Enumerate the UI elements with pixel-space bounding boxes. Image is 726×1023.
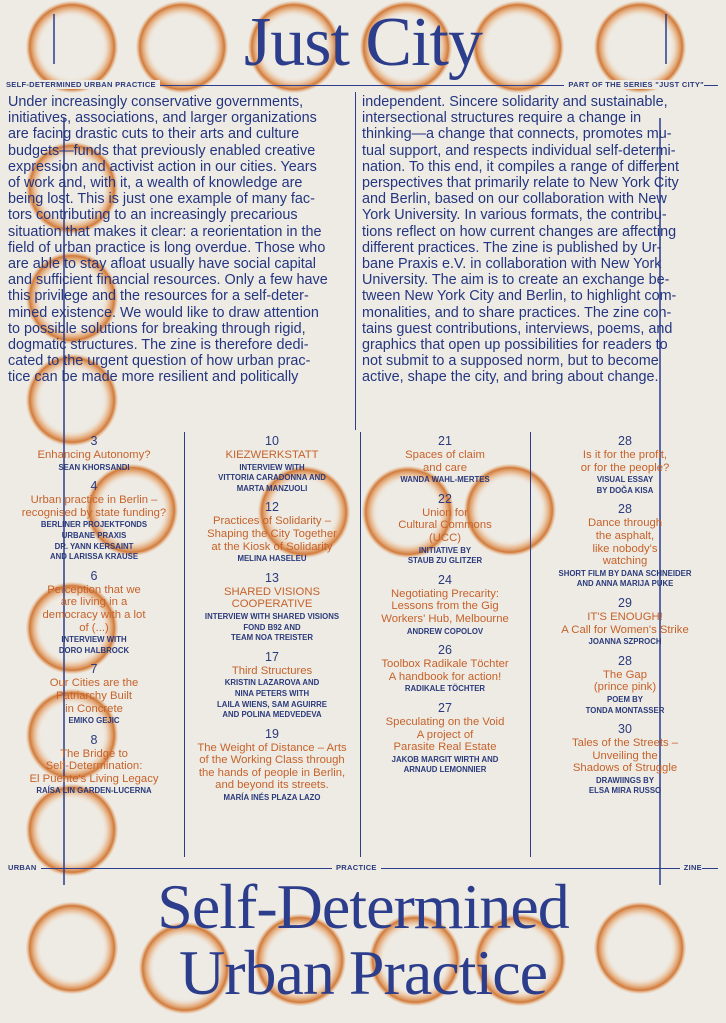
toc-title-line: The Gap xyxy=(603,668,647,681)
toc-author-line: INTERVIEW WITH SHARED VISIONS xyxy=(204,611,340,621)
toc-author-line: TEAM NOA TREISTER xyxy=(230,633,313,643)
intro-line: not submit to a supposed norm, but to become xyxy=(362,353,659,370)
toc-author-line: DRAWIINGS BY xyxy=(595,775,655,785)
toc-page-number: 6 xyxy=(90,568,98,583)
toc-title-line: Parasite Real Estate xyxy=(393,741,497,754)
toc-author-line: JOANNA SZPROCH xyxy=(588,637,662,647)
toc-title-line: democracy with a lot xyxy=(42,608,146,621)
toc-author-line: BERLINER PROJEKTFONDS xyxy=(40,520,148,530)
toc-title-line: Is it for the profit, xyxy=(582,449,668,461)
toc-title-line: at the Kiosk of Solidarity xyxy=(211,540,333,553)
toc-title-line: COOPERATIVE xyxy=(231,598,313,611)
toc-title-line: the hands of people in Berlin, xyxy=(198,766,346,779)
toc-title-line: Lessons from the Gig xyxy=(391,600,499,613)
toc-title-line: A project of xyxy=(416,728,474,741)
toc-title-line: IT'S ENOUGH! xyxy=(587,610,663,623)
toc-entry xyxy=(6,733,182,796)
toc-author-line: SEAN KHORSANDI xyxy=(58,462,130,472)
toc-title-line: Patriarchy Built xyxy=(56,689,132,702)
toc-title-line: (prince pink) xyxy=(593,681,657,694)
header-title: Just City xyxy=(243,4,483,81)
intro-line: York University. In various formats, the contribu- xyxy=(362,207,667,224)
intro-line: tions reflect on how current changes are affecting xyxy=(362,223,677,240)
toc-title-line: Dance through xyxy=(587,517,663,530)
toc-page-number: 28 xyxy=(618,653,632,668)
toc-entry xyxy=(532,722,718,796)
toc-entry xyxy=(532,502,718,589)
toc-page-number: 27 xyxy=(438,700,452,715)
toc-author-line: DORO HALBROCK xyxy=(58,645,130,655)
toc-title-line: SHARED VISIONS xyxy=(223,585,321,598)
toc-author-line: ANDREW COPOLOV xyxy=(406,626,484,636)
toc-page-number: 29 xyxy=(618,595,632,610)
toc-author-line: MARÍA INÉS PLAZA LAZO xyxy=(223,793,321,803)
intro-line: tors contributing to an increasingly precarious xyxy=(8,207,298,224)
toc-entry xyxy=(186,434,358,493)
intro-line: Under increasingly conservative governments, xyxy=(8,94,304,110)
intro-line: budgets—funds that previously enabled creative xyxy=(8,142,316,159)
intro-line: are facing drastic cuts to their arts and culture xyxy=(8,126,300,143)
intro-line: active, shape the city, and bring about change. xyxy=(362,369,659,386)
toc-author-line: RAÍSA LIN GARDEN-LUCERNA xyxy=(36,786,152,796)
toc-title-line: Shaping the City Together xyxy=(207,527,337,540)
toc-author-line: VISUAL ESSAY xyxy=(596,475,654,485)
intro-line: nation. To this end, it compiles a range of different xyxy=(362,158,680,175)
intro-line: this privilege and the resources for a self-deter- xyxy=(8,288,309,305)
toc-page-number: 19 xyxy=(265,726,279,741)
intro-line: different practices. The zine is published by Ur- xyxy=(362,239,662,256)
toc-author-line: SHORT FILM BY DANA SCHNEIDER xyxy=(558,568,692,578)
intro-right-column xyxy=(362,94,712,386)
toc-page-number: 28 xyxy=(618,434,632,448)
toc-title-line: and beyond its streets. xyxy=(215,779,329,792)
toc-author-line: ARNAUD LEMONNIER xyxy=(403,765,487,775)
toc-title-line: Perception that we xyxy=(47,583,141,596)
toc-divider-3 xyxy=(530,432,531,857)
toc-page-number: 30 xyxy=(618,722,632,737)
toc-page-number: 12 xyxy=(265,500,279,515)
toc-title-line: The Bridge to xyxy=(60,747,128,760)
header-left-label: SELF-DETERMINED URBAN PRACTICE xyxy=(6,80,160,89)
toc-title-line: of (...) xyxy=(79,621,109,634)
toc-entry xyxy=(532,596,718,647)
toc-title-line: El Puente's Living Legacy xyxy=(29,772,159,785)
toc-author-line: URBANE PRAXIS xyxy=(61,530,127,540)
toc-entry xyxy=(186,727,358,803)
intro-line: mined existence. We would like to draw attention xyxy=(8,304,319,321)
toc-author-line: EMIKO GEJIC xyxy=(68,716,120,726)
toc-title-line: The Weight of Distance – Arts xyxy=(197,741,347,754)
toc-author-line: FOND B92 AND xyxy=(243,622,301,632)
toc-page-number: 28 xyxy=(618,502,632,517)
toc-page-number: 8 xyxy=(90,732,98,747)
toc-page-number: 13 xyxy=(265,570,279,585)
toc-title-line: Cultural Commons xyxy=(398,519,492,532)
toc-entry xyxy=(362,434,528,485)
footer-title-line2: Urban Practice xyxy=(178,937,548,1008)
intro-line: intersectional structures require a change in xyxy=(362,110,642,127)
toc-title-line: Tales of the Streets – xyxy=(571,737,679,750)
toc-entry xyxy=(532,654,718,715)
intro-line: independent. Sincere solidarity and sustainable, xyxy=(362,94,668,110)
toc-author-line: VITTORIA CARADONNA AND xyxy=(218,473,326,483)
toc-page-number: 4 xyxy=(90,479,98,494)
intro-line: initiatives, associations, and larger organizations xyxy=(8,110,317,127)
intro-line: monalities, and to share practices. The zine con- xyxy=(362,304,672,321)
toc-title-line: or for the people? xyxy=(580,461,670,474)
intro-line: tains guest contributions, interviews, poems, and xyxy=(362,320,673,337)
toc-entry xyxy=(186,500,358,563)
intro-line: and Berlin, based on our collaboration with New xyxy=(362,191,667,208)
intro-line: are able to stay afloat usually have social capital xyxy=(8,256,316,273)
toc-entry xyxy=(362,643,528,694)
toc-divider-2 xyxy=(360,432,361,857)
toc-title-line: are living in a xyxy=(60,596,128,609)
footer-title-line1: Self-Determined xyxy=(157,871,569,942)
header-right-label: PART OF THE SERIES "JUST CITY" xyxy=(564,80,704,89)
toc-author-line: DR. YANN KERSAINT xyxy=(54,541,134,551)
toc-title-line: Self-Determination: xyxy=(45,760,143,773)
toc-author-line: WANDA WAHL-MERTES xyxy=(400,475,490,485)
intro-line: to possible solutions for breaking through rigid, xyxy=(8,320,306,337)
toc-title-line: recognised by state funding? xyxy=(21,506,167,519)
toc-title-line: and care xyxy=(423,461,467,474)
toc-entry xyxy=(532,434,718,495)
intro-line: University. The aim is to create an exchange be- xyxy=(362,272,670,289)
toc-column-4 xyxy=(532,434,718,803)
toc-author-line: MELINA HASELEU xyxy=(237,554,307,564)
toc-author-line: JAKOB MARGIT WIRTH AND xyxy=(391,754,499,764)
toc-title-line: Practices of Solidarity – xyxy=(212,515,332,528)
intro-line: and sufficient financial resources. Only a few have xyxy=(8,272,328,289)
toc-author-line: KRISTIN LAZAROVA AND xyxy=(224,678,320,688)
toc-page-number: 24 xyxy=(438,572,452,587)
toc-page-number: 7 xyxy=(90,662,98,677)
toc-title-line: A Call for Women's Strike xyxy=(561,623,689,636)
toc-title-line: Toolbox Radikale Töchter xyxy=(381,658,509,671)
toc-entry xyxy=(362,701,528,775)
toc-page-number: 17 xyxy=(265,649,279,664)
toc-entry xyxy=(362,492,528,566)
toc-author-line: RADIKALE TÖCHTER xyxy=(404,684,486,694)
toc-title-line: (UCC) xyxy=(429,531,461,544)
intro-line: being lost. This is just one example of many fac- xyxy=(8,191,315,208)
toc-entry xyxy=(186,650,358,720)
toc-title-line: Third Structures xyxy=(231,664,313,677)
toc-title-line: watching xyxy=(602,555,648,568)
toc-author-line: INTERVIEW WITH xyxy=(239,462,305,472)
toc-title-line: KIEZWERKSTATT xyxy=(225,449,319,461)
toc-title-line: Unveiling the xyxy=(592,749,658,762)
toc-page-number: 22 xyxy=(438,491,452,506)
toc-title-line: Urban practice in Berlin – xyxy=(30,494,158,507)
intro-line: of work and, with it, a wealth of knowledge are xyxy=(8,175,303,192)
toc-author-line: LAILA WIENS, SAM AGUIRRE xyxy=(217,699,327,709)
intro-line: expression and activist action in our cities. Years xyxy=(8,158,317,175)
toc-author-line: BY DOĞA KISA xyxy=(596,485,654,495)
intro-line: dogmatic structures. The zine is therefore dedi- xyxy=(8,337,309,354)
toc-author-line: AND ANNA MARIJA PUKE xyxy=(576,579,674,589)
toc-entry xyxy=(362,573,528,636)
toc-page-number: 26 xyxy=(438,643,452,658)
toc-page-number: 21 xyxy=(438,434,452,448)
toc-author-line: TONDA MONTASSER xyxy=(585,705,665,715)
toc-title-line: Negotiating Precarity: xyxy=(391,587,499,600)
toc-entry xyxy=(6,479,182,562)
toc-title-line: Our Cities are the xyxy=(49,677,139,690)
toc-entry xyxy=(6,434,182,472)
intro-line: cated to the urgent question of how urban prac- xyxy=(8,353,311,370)
intro-line: bane Praxis e.V. in collaboration with New York xyxy=(362,256,662,273)
toc-title-line: Union for xyxy=(422,506,468,519)
intro-line: perspectives that primarily relate to New York City xyxy=(362,175,679,192)
toc-title-line: the asphalt, xyxy=(595,529,655,542)
toc-author-line: POEM BY xyxy=(607,694,643,704)
toc-page-number: 3 xyxy=(90,434,98,448)
toc-column-2 xyxy=(186,434,358,810)
intro-line: situation that makes it clear: a reorientation in the xyxy=(8,223,322,240)
intro-line: tual support, and respects individual self-determi- xyxy=(362,142,676,159)
toc-title-line: Speculating on the Void xyxy=(385,715,505,728)
toc-column-3 xyxy=(362,434,528,782)
column-divider xyxy=(355,92,356,430)
toc-author-line: MARTA MANZUOLI xyxy=(236,483,308,493)
toc-author-line: AND LARISSA KRAUSE xyxy=(49,552,139,562)
toc-author-line: NINA PETERS WITH xyxy=(234,688,310,698)
footer-center-label: PRACTICE xyxy=(332,863,381,872)
toc-page-number: 10 xyxy=(265,434,279,448)
toc-entry xyxy=(186,571,358,643)
intro-line: graphics that open up possibilities for readers to xyxy=(362,337,668,354)
toc-author-line: INTERVIEW WITH xyxy=(61,635,127,645)
intro-left-column xyxy=(8,94,348,386)
toc-entry xyxy=(6,662,182,725)
intro-line: thinking—a change that connects, promotes mu- xyxy=(362,126,672,143)
toc-title-line: Shadows of Struggle xyxy=(572,762,678,775)
toc-column-1 xyxy=(6,434,182,803)
intro-line: field of urban practice is long overdue. Those who xyxy=(8,239,326,256)
toc-title-line: like nobody's xyxy=(592,542,658,555)
footer-left-label: URBAN xyxy=(8,863,41,872)
toc-entry xyxy=(6,569,182,656)
toc-author-line: INITIATIVE BY xyxy=(418,545,472,555)
toc-author-line: ELSA MIRA RUSSO xyxy=(588,786,662,796)
toc-title-line: Enhancing Autonomy? xyxy=(37,449,151,461)
toc-title-line: Workers' Hub, Melbourne xyxy=(381,612,509,625)
toc-author-line: STAUB ZU GLITZER xyxy=(407,556,483,566)
intro-line: tween New York City and Berlin, to highlight com- xyxy=(362,288,677,305)
intro-line: tice can be made more resilient and politically xyxy=(8,369,299,386)
toc-title-line: of the Working Class through xyxy=(199,754,345,767)
toc-title-line: A handbook for action! xyxy=(388,670,502,683)
footer-right-label: ZINE xyxy=(680,863,702,872)
toc-author-line: AND POLINA MEDVEDEVA xyxy=(222,710,322,720)
toc-divider-1 xyxy=(184,432,185,857)
toc-title-line: Spaces of claim xyxy=(405,449,485,461)
toc-title-line: in Concrete xyxy=(65,702,123,715)
